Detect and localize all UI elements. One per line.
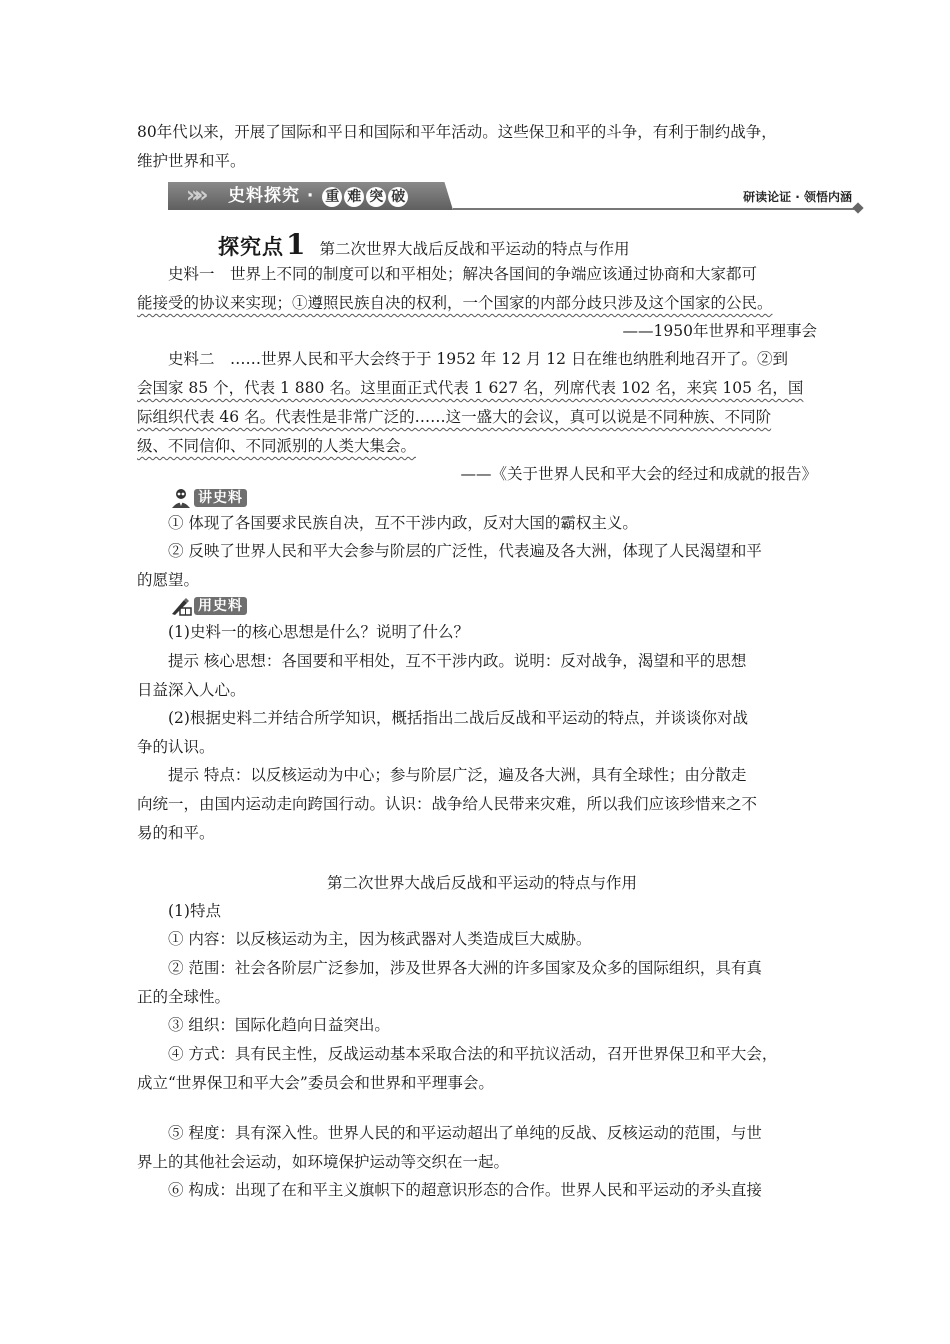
- question-1: (1)史料一的核心思想是什么？说明了什么？: [168, 623, 469, 641]
- source2-line-3: [137, 403, 827, 432]
- inquiry-point-heading: [218, 228, 630, 261]
- source1-line-1: 史料一 世界上不同的制度可以和平相处；解决各国间的争端应该通过协商和大家都可: [168, 265, 758, 283]
- summary-item-5-line-2: 界上的其他社会运动，如环境保护运动等交织在一起。: [137, 1153, 510, 1171]
- banner-subtitle: 研读论证 · 领悟内涵: [743, 190, 852, 204]
- pen-book-icon: [170, 596, 192, 616]
- explain-point-2-line-1: ② 反映了世界人民和平大会参与阶层的广泛性，代表遍及各大洲，体现了人民渴望和平: [168, 542, 762, 560]
- inquiry-point-number: 1: [286, 228, 306, 261]
- inquiry-point-label: 探究点: [218, 235, 284, 259]
- banner-char: 突: [366, 187, 386, 207]
- answer-2-line-3: 易的和平。: [137, 824, 215, 842]
- source2-underlined: 级、不同信仰、不同派别的人类大集会。: [137, 437, 417, 455]
- summary-item-2-line-2: 正的全球性。: [137, 988, 231, 1006]
- answer-2-line-2: 向统一，由国内运动走向跨国行动。认识：战争给人民带来灾难，所以我们应该珍惜来之不: [137, 795, 758, 813]
- answer-2-line-1: 提示 特点：以反核运动为中心；参与阶层广泛，遍及各大洲，具有全球性；由分散走: [168, 766, 747, 784]
- double-chevron-icon: »»: [186, 183, 203, 208]
- banner-title: [228, 185, 409, 207]
- explain-sources-tag: [170, 487, 247, 509]
- summary-subheading: (1)特点: [168, 902, 221, 920]
- use-sources-label: 用史料: [194, 597, 247, 615]
- summary-item-5-line-1: ⑤ 程度：具有深入性。世界人民的和平运动超出了单纯的反战、反核运动的范围，与世: [168, 1124, 762, 1142]
- use-sources-tag: [170, 595, 247, 617]
- source2-line-2: [137, 374, 827, 403]
- summary-item-4-line-1: ④ 方式：具有民主性，反战运动基本采取合法的和平抗议活动，召开世界保卫和平大会，: [168, 1045, 778, 1063]
- source2-citation: ——《关于世界人民和平大会的经过和成就的报告》: [460, 465, 817, 483]
- source2-underlined: 会国家 85 个，代表 1 880 名。这里面正式代表 1 627 名，列席代表 102 名，来宾 105 名，国: [137, 379, 804, 397]
- summary-item-2-line-1: ② 范围：社会各阶层广泛参加，涉及世界各大洲的许多国家及众多的国际组织，具有真: [168, 959, 762, 977]
- explain-sources-label: 讲史料: [194, 489, 247, 507]
- source2-underlined: 际组织代表 46 名。代表性是非常广泛的……这一盛大的会议，真可以说是不同种族、不同阶: [137, 408, 772, 426]
- summary-heading: 第二次世界大战后反战和平运动的特点与作用: [326, 874, 637, 892]
- question-2-line-2: 争的认识。: [137, 738, 215, 756]
- answer-1-line-2: 日益深入人心。: [137, 681, 246, 699]
- intro-line-2: 维护世界和平。: [137, 152, 246, 170]
- summary-item-6-line-1: ⑥ 构成：出现了在和平主义旗帜下的超意识形态的合作。世界人民和平运动的矛头直接: [168, 1181, 762, 1199]
- source2-line-1: 史料二 ……世界人民和平大会终于于 1952 年 12 月 12 日在维也纳胜利地召开了。②到: [168, 350, 788, 368]
- question-2-line-1: (2)根据史料二并结合所学知识，概括指出二战后反战和平运动的特点，并谈谈你对战: [168, 709, 748, 727]
- inquiry-point-title: 第二次世界大战后反战和平运动的特点与作用: [319, 240, 630, 258]
- answer-1-line-1: 提示 核心思想：各国要和平相处，互不干涉内政。说明：反对战争，渴望和平的思想: [168, 652, 747, 670]
- banner-char: 重: [322, 187, 342, 207]
- banner-char: 难: [344, 187, 364, 207]
- banner-char: 破: [388, 187, 408, 207]
- summary-item-1: ① 内容：以反核运动为主，因为核武器对人类造成巨大威胁。: [168, 930, 592, 948]
- summary-item-4-line-2: 成立“世界保卫和平大会”委员会和世界和平理事会。: [137, 1074, 494, 1092]
- diamond-icon: [852, 202, 863, 213]
- banner-title-main: 史料探究 ·: [228, 186, 322, 206]
- section-banner: [168, 182, 868, 212]
- explain-point-1: ① 体现了各国要求民族自决，互不干涉内政，反对大国的霸权主义。: [168, 514, 638, 532]
- source1-citation: ——1950年世界和平理事会: [622, 322, 817, 340]
- teacher-icon: [170, 488, 192, 508]
- source1-underlined: 能接受的协议来实现；①遵照民族自决的权利，一个国家的内部分歧只涉及这个国家的公民。: [137, 294, 773, 312]
- summary-item-3: ③ 组织：国际化趋向日益突出。: [168, 1016, 390, 1034]
- banner-rule: [453, 208, 854, 210]
- explain-point-2-line-2: 的愿望。: [137, 571, 200, 589]
- source1-line-2: [137, 289, 827, 318]
- source2-line-4: [137, 432, 827, 461]
- intro-line-1: 80年代以来，开展了国际和平日和国际和平年活动。这些保卫和平的斗争，有利于制约战争，: [137, 123, 777, 141]
